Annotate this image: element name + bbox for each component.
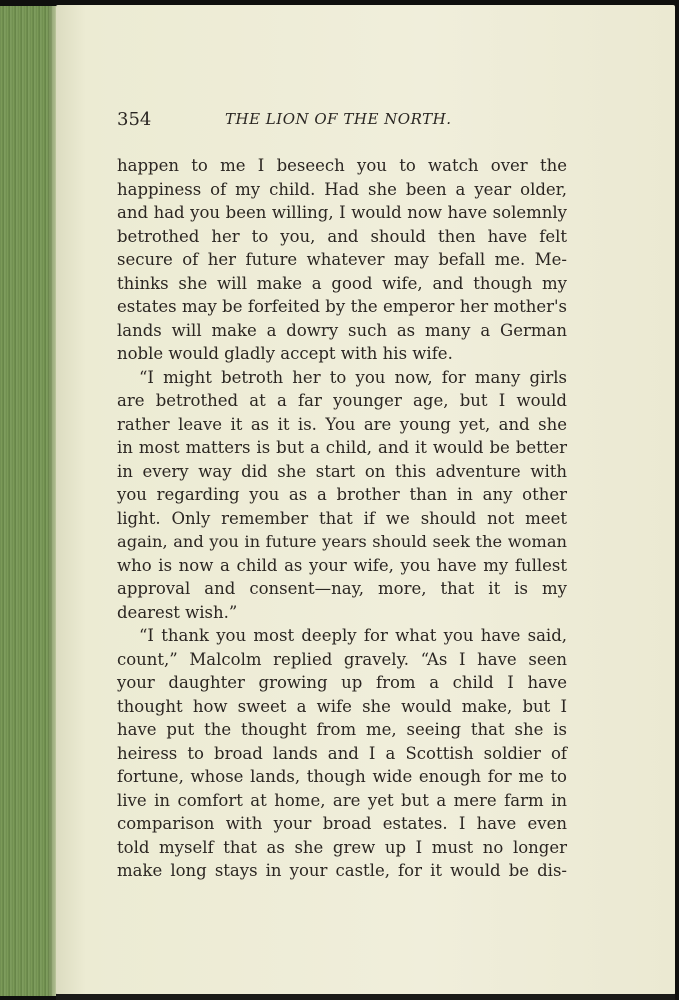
text-line: light. Only remember that if we should not meet	[117, 508, 567, 528]
text-line: again, and you in future years should seek the woman	[117, 532, 567, 551]
bottom-edge	[56, 994, 675, 1000]
text-line: told myself that as she grew up I must no longer	[117, 837, 567, 857]
text-line: thinks she will make a good wife, and though my	[117, 273, 567, 293]
text-line: are betrothed at a far younger age, but I would	[117, 391, 567, 410]
text-line: rather leave it as it is. You are young yet, and she	[117, 414, 567, 434]
text-line: your daughter growing up from a child I have	[117, 673, 567, 692]
text-line: make long stays in your castle, for it would be dis-	[117, 861, 567, 880]
text-line: happiness of my child. Had she been a year older,	[117, 179, 567, 199]
text-line: “I thank you most deeply for what you have said,	[139, 626, 567, 645]
text-line: and had you been willing, I would now have solemnly	[117, 203, 567, 222]
text-line: in every way did she start on this adventure with	[117, 461, 567, 481]
text-line: lands will make a dowry such as many a German	[117, 320, 567, 340]
page-header	[117, 109, 562, 133]
text-line: secure of her future whatever may befall me. Me-	[117, 250, 567, 269]
text-line: have put the thought from me, seeing that she is	[117, 720, 567, 739]
text-line: noble would gladly accept with his wife.	[117, 344, 453, 363]
text-line: dearest wish.”	[117, 602, 238, 622]
text-line: you regarding you as a brother than in any other	[117, 485, 567, 504]
page-number: 354	[117, 109, 152, 130]
text-line: estates may be forfeited by the emperor her mother's	[117, 297, 567, 316]
text-line: happen to me I beseech you to watch over the	[117, 156, 567, 175]
text-line: approval and consent—nay, more, that it is my	[117, 579, 567, 598]
page-edges	[0, 6, 56, 996]
text-line: who is now a child as your wife, you have my fullest	[117, 555, 567, 575]
text-line: “I might betroth her to you now, for many girls	[139, 367, 567, 387]
body-text	[117, 154, 567, 883]
text-line: heiress to broad lands and I a Scottish soldier of	[117, 743, 567, 763]
running-head: THE LION OF THE NORTH.	[225, 110, 452, 128]
text-line: thought how sweet a wife she would make, but I	[117, 696, 567, 716]
text-line: in most matters is but a child, and it would be better	[117, 438, 567, 457]
text-line: betrothed her to you, and should then have felt	[117, 226, 567, 246]
text-line: live in comfort at home, are yet but a mere farm in	[117, 790, 567, 810]
text-line: comparison with your broad estates. I have even	[117, 814, 567, 833]
text-line: fortune, whose lands, though wide enough for me to	[117, 767, 567, 786]
text-line: count,” Malcolm replied gravely. “As I have seen	[117, 649, 567, 669]
